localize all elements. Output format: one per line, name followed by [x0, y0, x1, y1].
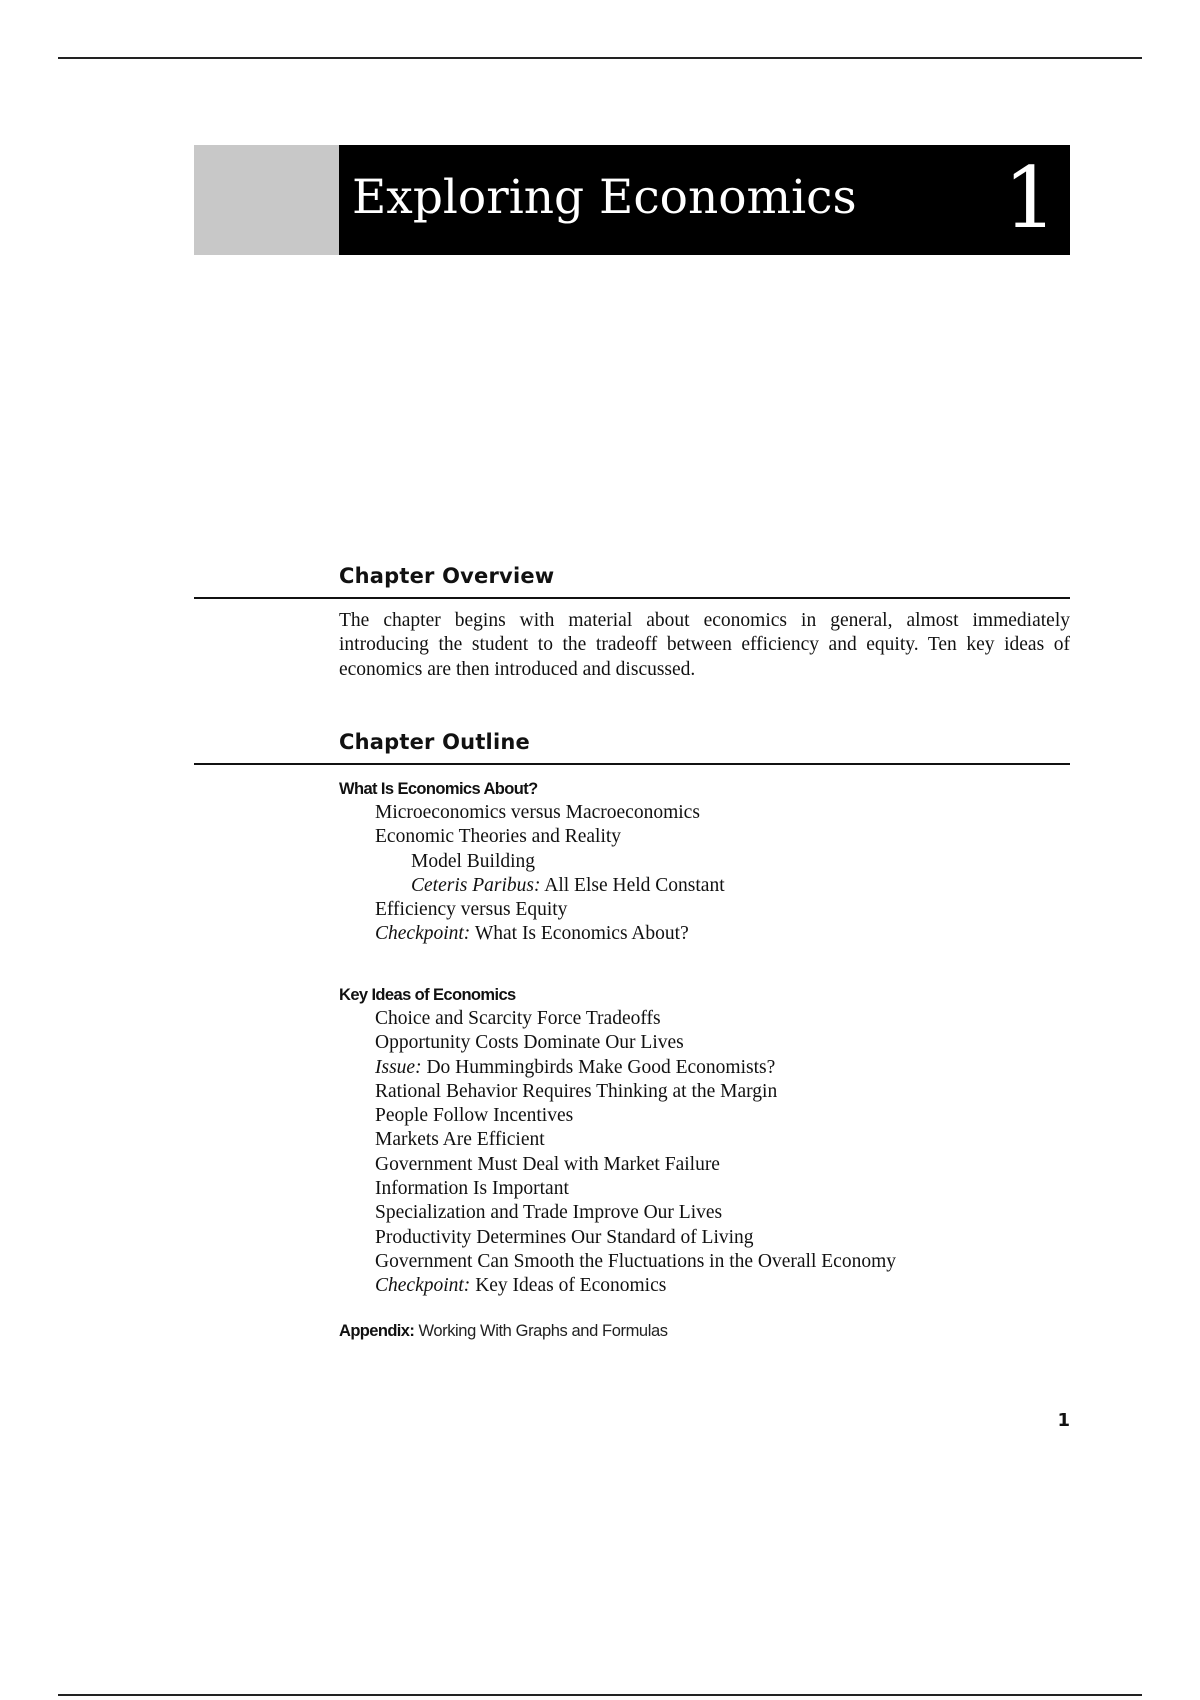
- outline-item-prefix: Checkpoint:: [375, 923, 471, 945]
- outline-item-text: What Is Economics About?: [470, 923, 689, 945]
- outline-item-text: Information Is Important: [375, 1178, 569, 1200]
- outline-item-text: All Else Held Constant: [540, 874, 725, 896]
- outline-item-text: Opportunity Costs Dominate Our Lives: [375, 1032, 684, 1054]
- outline-item: [339, 1031, 1070, 1055]
- outline-item-text: Government Must Deal with Market Failure: [375, 1153, 720, 1175]
- outline-item-text: Do Hummingbirds Make Good Economists?: [421, 1056, 776, 1078]
- chapter-title: Exploring Economics: [352, 170, 857, 225]
- outline-item: [339, 1226, 1070, 1250]
- outline-item-text: Microeconomics versus Macroeconomics: [375, 802, 700, 823]
- page-number: 1: [1057, 1410, 1070, 1431]
- outline-item: [339, 1153, 1070, 1177]
- chapter-number: 1: [1003, 149, 1057, 247]
- outline-item-text: Markets Are Efficient: [375, 1129, 545, 1151]
- appendix-label: Appendix:: [339, 1322, 415, 1340]
- page-bottom-rule: [58, 1694, 1142, 1696]
- outline-item: [339, 1128, 1070, 1152]
- outline-item-text: Key Ideas of Economics: [470, 1275, 667, 1297]
- outline-group-title: Key Ideas of Economics: [339, 986, 516, 1004]
- overview-heading: Chapter Overview: [339, 564, 555, 588]
- outline-group-title: What Is Economics About?: [339, 780, 538, 798]
- outline-item: [339, 825, 1070, 849]
- outline-heading: Chapter Outline: [339, 730, 530, 754]
- outline-item-text: People Follow Incentives: [375, 1105, 574, 1127]
- outline-item: [339, 1201, 1070, 1225]
- overview-body: The chapter begins with material about economics in general, almost immediately introducing the student to the tradeoff between efficiency and equity. Ten key ideas of economics are then introduced and discussed.: [339, 610, 1070, 680]
- outline-item: [339, 1274, 1070, 1298]
- outline-item-prefix: Checkpoint:: [375, 1275, 471, 1297]
- outline-item: [339, 874, 1070, 898]
- appendix-line: [339, 1322, 668, 1341]
- overview-rule: [194, 597, 1070, 599]
- outline-item: [339, 1007, 1070, 1031]
- outline-item-prefix: Issue:: [375, 1056, 422, 1078]
- outline-item-text: Choice and Scarcity Force Tradeoffs: [375, 1008, 661, 1029]
- outline-item: [339, 850, 1070, 874]
- outline-item: [339, 1177, 1070, 1201]
- outline-item-text: Government Can Smooth the Fluctuations in the Overall Economy: [375, 1250, 896, 1272]
- chapter-banner-gray-block: [194, 145, 339, 255]
- outline-item: [339, 1104, 1070, 1128]
- appendix-text: Working With Graphs and Formulas: [414, 1322, 668, 1340]
- page-top-rule: [58, 57, 1142, 59]
- outline-item-text: Economic Theories and Reality: [375, 826, 622, 848]
- outline-group-key-ideas: [339, 983, 1070, 1299]
- outline-item: [339, 1250, 1070, 1274]
- outline-group-what-is-economics: [339, 777, 1070, 947]
- outline-item-text: Specialization and Trade Improve Our Lives: [375, 1202, 723, 1224]
- outline-item: [339, 922, 1070, 946]
- outline-item: [339, 898, 1070, 922]
- outline-item: [339, 801, 1070, 825]
- outline-item-text: Efficiency versus Equity: [375, 899, 568, 921]
- outline-rule: [194, 763, 1070, 765]
- outline-item-prefix: Ceteris Paribus:: [411, 874, 541, 896]
- outline-item-text: Model Building: [411, 850, 536, 872]
- outline-item-text: Productivity Determines Our Standard of Living: [375, 1226, 754, 1248]
- outline-item-text: Rational Behavior Requires Thinking at the Margin: [375, 1080, 778, 1102]
- outline-item: [339, 1056, 1070, 1080]
- outline-item: [339, 1080, 1070, 1104]
